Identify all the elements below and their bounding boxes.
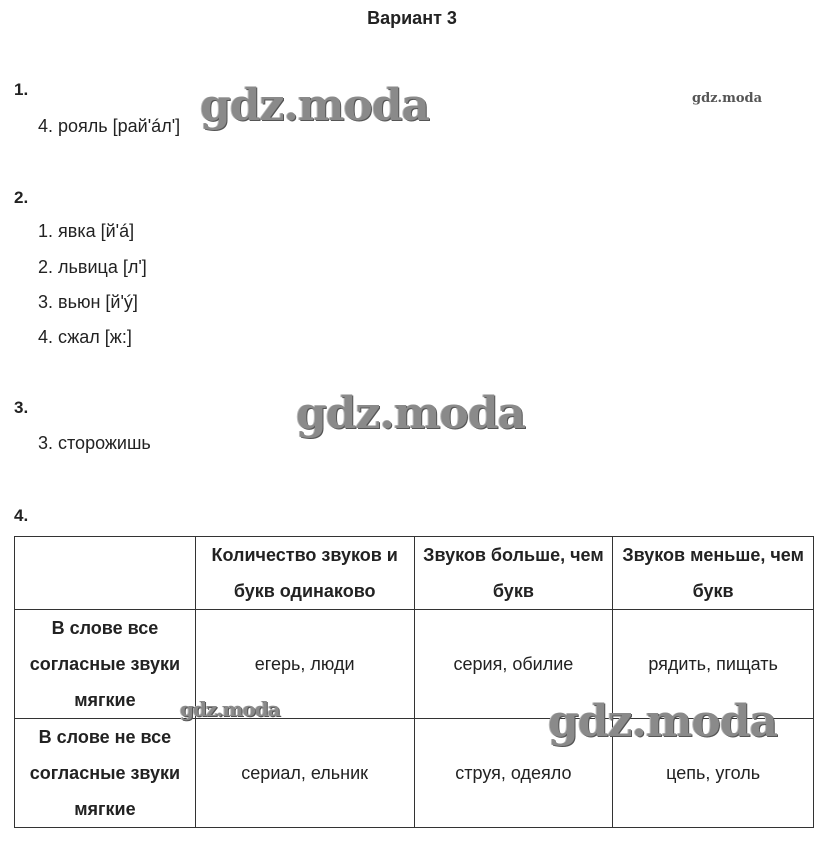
question-2-number: 2. (14, 188, 29, 207)
watermark-logo: gdz.moda (692, 91, 763, 106)
sounds-letters-table (14, 536, 814, 828)
table-header-cell: Звуков больше, чем букв (414, 537, 613, 610)
question-4-number: 4. (14, 506, 29, 525)
table-header-cell: Звуков меньше, чем букв (613, 537, 814, 610)
page-title: Вариант 3 (367, 8, 457, 28)
table-cell: цепь, уголь (613, 719, 814, 828)
table-cell: рядить, пищать (613, 610, 814, 719)
question-2-answer-1: 1. явка [й'á] (38, 221, 135, 241)
watermark-logo: gdz.moda (200, 80, 430, 131)
question-2-answer-3: 3. вьюн [й'ý] (38, 292, 138, 312)
question-2-answer-4: 4. сжал [ж:] (38, 327, 132, 347)
table-cell: серия, обилие (414, 610, 613, 719)
table-header-cell (15, 537, 196, 610)
table-row-label: В слове не все согласные звуки мягкие (15, 719, 196, 828)
table-cell: струя, одеяло (414, 719, 613, 828)
question-3-answer: 3. сторожишь (38, 433, 151, 453)
question-1-answer: 4. рояль [рай'áл'] (38, 116, 181, 136)
table-header-row (15, 537, 814, 610)
table-cell: сериал, ельник (195, 719, 414, 828)
question-1-number: 1. (14, 80, 29, 99)
table-header-cell: Количество звуков и букв одинаково (195, 537, 414, 610)
question-2-answer-2: 2. львица [л'] (38, 257, 147, 277)
question-3-number: 3. (14, 398, 29, 417)
watermark-logo: gdz.moda (180, 697, 280, 721)
table-row-label: В слове все согласные звуки мягкие (15, 610, 196, 719)
watermark-logo: gdz.moda (296, 388, 526, 439)
watermark-logo: gdz.moda (548, 696, 778, 747)
table-cell: егерь, люди (195, 610, 414, 719)
